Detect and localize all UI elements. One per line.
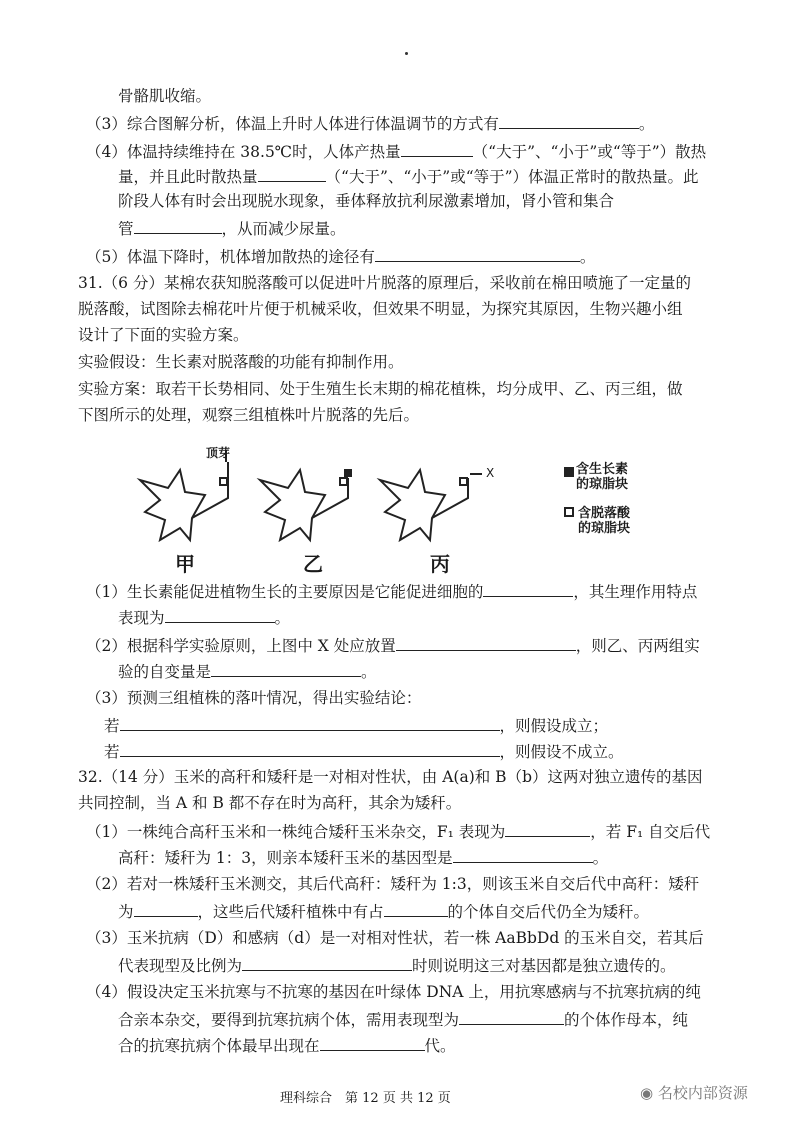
answer-blank[interactable]: [242, 954, 412, 971]
answer-blank[interactable]: [134, 900, 198, 917]
answer-blank[interactable]: [396, 634, 576, 651]
conclusion-1: 若 ，则假设成立；: [104, 714, 780, 736]
answer-blank[interactable]: [320, 1034, 425, 1051]
question-q4: （4）体温持续维持在 38.5℃时，人体产热量 （“大于”、“小于”或“等于”）散热: [86, 140, 780, 162]
scan-dot: [405, 52, 408, 55]
text-line: 共同控制，当 A 和 B 都不存在时为高秆，其余为矮秆。: [78, 794, 462, 812]
answer-blank[interactable]: [258, 165, 326, 182]
text-line: 脱落酸，试图除去棉花叶片便于机械采收，但效果不明显，为探究其原因，生物兴趣小组: [78, 300, 683, 318]
question-32: 32.（14 分）玉米的高秆和矮秆是一对相对性状，由 A(a)和 B（b）这两对独立遗传的基因: [78, 768, 703, 786]
answer-blank[interactable]: [165, 606, 275, 623]
text-line: 合亲本杂交，要得到抗寒抗病个体，需用表现型为 的个体作母本，纯: [118, 1008, 780, 1030]
answer-blank[interactable]: [453, 846, 593, 863]
legend-auxin: 含生长素 的琼脂块: [576, 462, 629, 492]
question-q5: （5）体温下降时，机体增加散热的途径有 。: [86, 245, 780, 267]
group-label-jia: 甲: [175, 552, 195, 576]
hypothesis: 实验假设：生长素对脱落酸的功能有抑制作用。: [78, 353, 404, 371]
text-line: 管 ，从而减少尿量。: [118, 217, 780, 239]
question-31-2: （2）根据科学实验原则，上图中 X 处应放置 ，则乙、丙两组实: [86, 634, 780, 656]
text-line: 验的自变量是 。: [118, 660, 780, 682]
answer-blank[interactable]: [120, 714, 500, 731]
text-line: 合的抗寒抗病个体最早出现在 代。: [118, 1034, 780, 1056]
answer-blank[interactable]: [459, 1008, 564, 1025]
text-line: 下图所示的处理，观察三组植株叶片脱落的先后。: [78, 406, 420, 424]
page-footer: 理科综合 第 12 页 共 12 页: [280, 1091, 451, 1106]
text-line: 设计了下面的实验方案。: [78, 326, 249, 344]
text-line: 阶段人体有时会出现脱水现象，垂体释放抗利尿激素增加，肾小管和集合: [118, 192, 615, 210]
question-32-1: （1）一株纯合高秆玉米和一株纯合矮秆玉米杂交，F₁ 表现为 ，若 F₁ 自交后代: [86, 820, 780, 842]
answer-blank[interactable]: [211, 660, 361, 677]
answer-blank[interactable]: [499, 112, 639, 129]
answer-blank[interactable]: [375, 245, 580, 262]
question-q3: （3）综合图解分析，体温上升时人体进行体温调节的方式有 。: [86, 112, 780, 134]
question-32-2: （2）若对一株矮秆玉米测交，其后代高秆：矮秆为 1:3，则该玉米自交后代中高秆：矮秆: [86, 875, 700, 893]
group-label-bing: 丙: [430, 552, 450, 576]
wechat-icon: ◉: [640, 1084, 654, 1102]
question-31: 31.（6 分）某棉农获知脱落酸可以促进叶片脱落的原理后，采收前在棉田喷施了一定量的: [78, 274, 691, 292]
answer-blank[interactable]: [134, 217, 222, 234]
conclusion-2: 若 ，则假设不成立。: [104, 740, 780, 762]
legend-aba: 含脱落酸 的琼脂块: [578, 506, 631, 536]
text-line: 代表现型及比例为 时则说明这三对基因都是独立遗传的。: [118, 954, 780, 976]
answer-blank[interactable]: [505, 820, 590, 837]
answer-blank[interactable]: [401, 140, 473, 157]
question-32-4: （4）假设决定玉米抗寒与不抗寒的基因在叶绿体 DNA 上，用抗寒感病与不抗寒抗病的纯: [86, 983, 701, 1001]
answer-blank[interactable]: [483, 580, 573, 597]
text-line: 表现为 。: [118, 606, 780, 628]
x-label: X: [486, 466, 495, 480]
text-line: 高秆：矮秆为 1：3，则亲本矮秆玉米的基因型是 。: [118, 846, 780, 868]
text-line: 骨骼肌收缩。: [118, 87, 212, 105]
question-31-1: （1）生长素能促进植物生长的主要原因是它能促进细胞的 ，其生理作用特点: [86, 580, 780, 602]
text-line: 量，并且此时散热量 （“大于”、“小于”或“等于”）体温正常时的散热量。此: [118, 165, 780, 187]
question-31-3: （3）预测三组植株的落叶情况，得出实验结论：: [86, 689, 422, 707]
answer-blank[interactable]: [384, 900, 448, 917]
question-32-3: （3）玉米抗病（D）和感病（d）是一对相对性状，若一株 AaBbDd 的玉米自交，若其后: [86, 929, 704, 947]
group-label-yi: 乙: [303, 552, 323, 576]
watermark: ◉ 名校内部资源: [640, 1084, 748, 1102]
method: 实验方案：取若干长势相同、处于生殖生长末期的棉花植株，均分成甲、乙、丙三组，做: [78, 380, 683, 398]
text-line: 为 ，这些后代矮秆植株中有占 的个体自交后代仍全为矮秆。: [118, 900, 780, 922]
top-bud-label: 顶芽: [206, 446, 231, 460]
answer-blank[interactable]: [120, 740, 500, 757]
